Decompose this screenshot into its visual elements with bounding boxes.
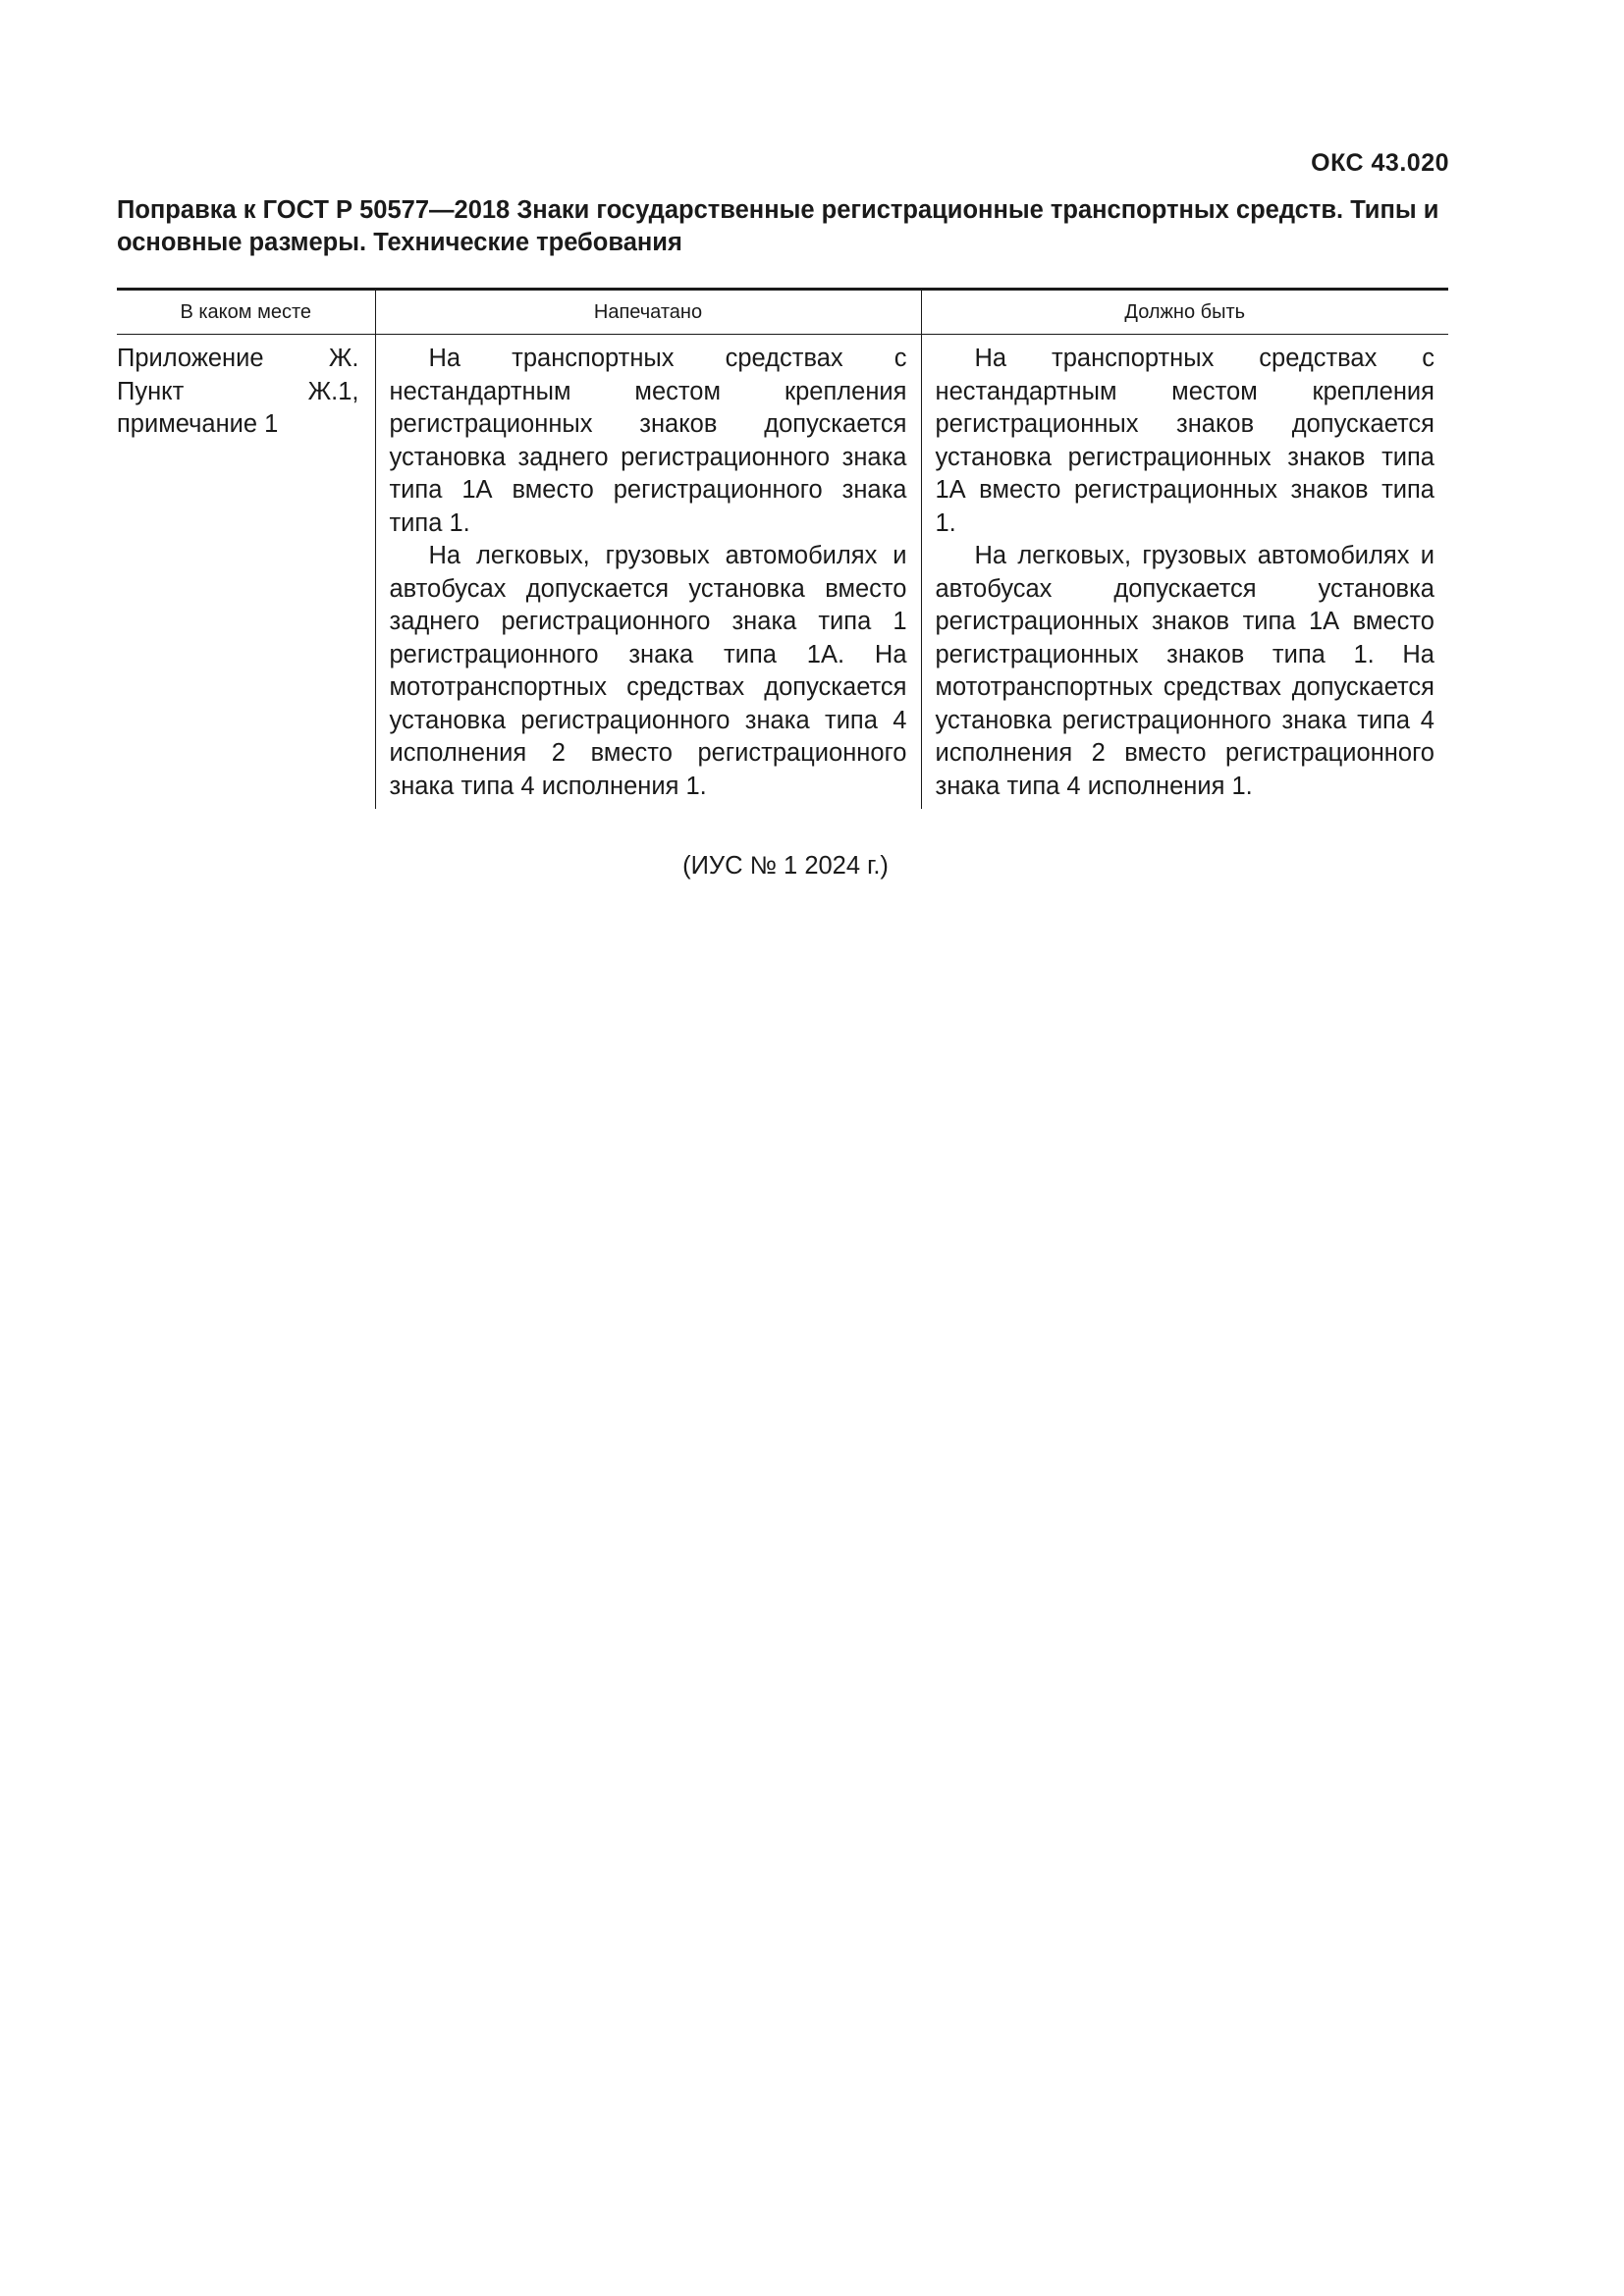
- cell-where: [117, 335, 375, 810]
- classification-code: ОКС 43.020: [1311, 149, 1449, 177]
- printed-paragraph: На транспортных средствах с нестандартным местом крепления регистрационных знаков допускается установка заднего регистрационного знака типа 1А вместо регистрационного знака типа 1.: [389, 345, 907, 537]
- column-header-printed: Напечатано: [375, 290, 921, 335]
- table-header-row: [117, 290, 1448, 335]
- source-note: (ИУС № 1 2024 г.): [682, 852, 889, 880]
- where-text: Приложение Ж. Пункт Ж.1, примечание 1: [117, 345, 359, 438]
- document-title: Поправка к ГОСТ Р 50577—2018 Знаки государственные регистрационные транспортных средств. Типы и основные размеры. Технические требования: [117, 196, 1439, 256]
- column-header-where: В каком месте: [117, 290, 375, 335]
- should-be-paragraph: На легковых, грузовых автомобилях и автобусах допускается установка регистрационных знаков типа 1А вместо регистрационных знаков типа 1. На мототранспортных средствах допускается установка регистрационного знака типа 4 исполнения 2 вместо регистрационного знака типа 4 исполнения 1.: [935, 542, 1435, 800]
- column-header-should-be: Должно быть: [921, 290, 1448, 335]
- correction-table: [117, 288, 1448, 809]
- cell-printed: [375, 335, 921, 810]
- table-row: [117, 335, 1448, 810]
- cell-should-be: [921, 335, 1448, 810]
- printed-paragraph: На легковых, грузовых автомобилях и автобусах допускается установка вместо заднего регистрационного знака типа 1 регистрационного знака типа 1А. На мототранспортных средствах допускается установка регистрационного знака типа 4 исполнения 2 вместо регистрационного знака типа 4 исполнения 1.: [389, 542, 907, 800]
- should-be-paragraph: На транспортных средствах с нестандартным местом крепления регистрационных знаков допускается установка регистрационных знаков типа 1А вместо регистрационных знаков типа 1.: [935, 345, 1435, 537]
